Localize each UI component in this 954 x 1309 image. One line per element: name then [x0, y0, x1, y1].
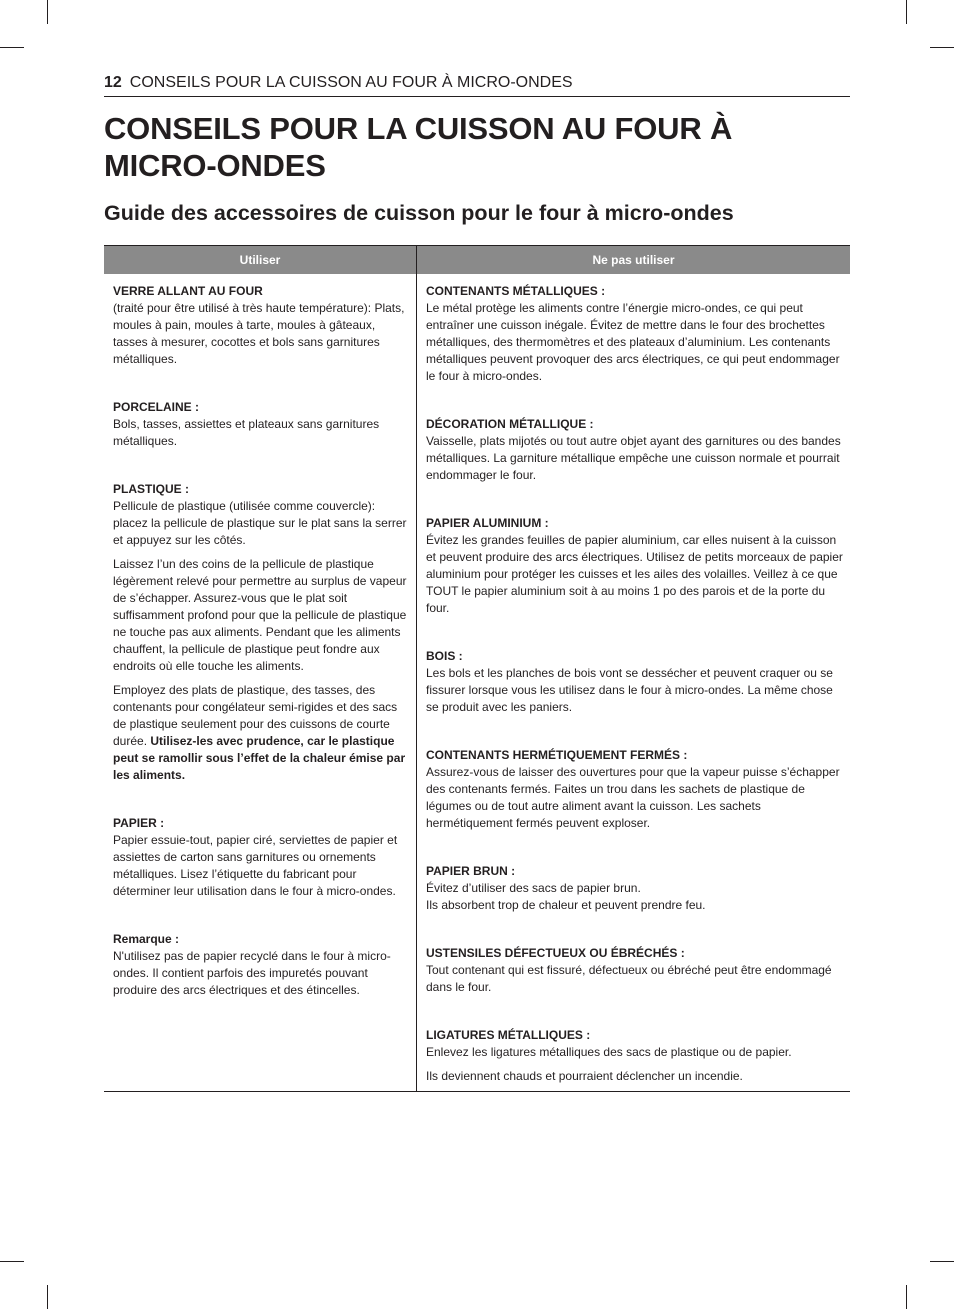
entry-text: Laissez l’un des coins de la pellicule de plastique légèrement relevé pour permettre au surplus de vapeur de s’échapper. Assurez-vous que le plat soit suffisamment profond pour que la pellicule de plastique ne touche pas aux aliments. Pendant que les aliments chauffent, la pellicule de plastique peut fondre aux endroits où elle touche les aliments. [113, 557, 407, 673]
crop-mark [47, 0, 48, 24]
entry-paper [113, 815, 408, 900]
column-header-use: Utiliser [104, 246, 417, 275]
cookware-guide-table [104, 245, 850, 1092]
entry-heading: CONTENANTS MÉTALLIQUES : [426, 284, 606, 298]
entry-text: Ils deviennent chauds et pourraient déclencher un incendie. [426, 1069, 743, 1083]
entry-metal-containers [426, 283, 844, 385]
entry-heading: USTENSILES DÉFECTUEUX OU ÉBRÉCHÉS : [426, 946, 685, 960]
entry-plastic [113, 481, 408, 784]
entry-brown-paper [426, 863, 844, 914]
running-header [104, 72, 850, 97]
entry-text: N'utilisez pas de papier recyclé dans le four à micro-ondes. Il contient parfois des impuretés pouvant produire des arcs électriques et des étincelles. [113, 949, 391, 997]
page-number: 12 [104, 74, 122, 91]
entry-porcelain [113, 399, 408, 450]
entry-text: Les bols et les planches de bois vont se dessécher et peuvent craquer ou se fissurer lorsque vous les utilisez dans le four à micro-ondes. La même chose se produit avec les paniers. [426, 666, 833, 714]
page-title: CONSEILS POUR LA CUISSON AU FOUR À MICRO-ONDES [104, 111, 733, 183]
entry-oven-glass [113, 283, 408, 368]
entry-heading: PAPIER ALUMINIUM : [426, 516, 549, 530]
entry-metal-decoration [426, 416, 844, 484]
crop-mark [47, 1285, 48, 1309]
entry-heading: LIGATURES MÉTALLIQUES : [426, 1028, 591, 1042]
entry-heading: Remarque : [113, 932, 180, 946]
entry-metal-ties [426, 1027, 844, 1085]
crop-mark [930, 1261, 954, 1262]
running-title: CONSEILS POUR LA CUISSON AU FOUR À MICRO-ONDES [129, 74, 573, 91]
entry-text: Tout contenant qui est fissuré, défectueux ou ébréché peut être endommagé dans le four. [426, 963, 832, 994]
crop-mark [0, 47, 24, 48]
entry-text: Papier essuie-tout, papier ciré, serviettes de papier et assiettes de carton sans garnitures ou ornements métalliques. Lisez l’étiquette du fabricant pour déterminer leur utilisation dans le four à micro-ondes. [113, 833, 398, 898]
dont-use-column [417, 274, 851, 1092]
entry-note [113, 931, 408, 999]
entry-wood [426, 648, 844, 716]
column-header-dont-use: Ne pas utiliser [417, 246, 851, 275]
crop-mark [906, 1285, 907, 1309]
entry-heading: PLASTIQUE : [113, 482, 190, 496]
crop-mark [0, 1261, 24, 1262]
entry-text [113, 682, 408, 784]
entry-heading: BOIS : [426, 649, 463, 663]
crop-mark [906, 0, 907, 24]
entry-heading: PORCELAINE : [113, 400, 200, 414]
entry-text: Bols, tasses, assiettes et plateaux sans garnitures métalliques. [113, 417, 380, 448]
crop-mark [930, 47, 954, 48]
entry-text: (traité pour être utilisé à très haute température): Plats, moules à pain, moules à tarte, moules à gâteaux, tasses à mesurer, cocottes et bols sans garnitures métalliques. [113, 301, 405, 366]
entry-heading: DÉCORATION MÉTALLIQUE : [426, 417, 594, 431]
entry-damaged-utensils [426, 945, 844, 996]
entry-sealed-containers [426, 747, 844, 832]
entry-text: Évitez les grandes feuilles de papier aluminium, car elles nuisent à la cuisson et peuvent produire des arcs électriques. Utilisez de petits morceaux de papier aluminium pour protéger les cuisses et les ailes des volailles. Veillez à ce que TOUT le papier aluminium soit à au moins 1 po des parois et de la porte du four. [426, 533, 843, 615]
entry-heading: PAPIER BRUN : [426, 864, 516, 878]
entry-text: Le métal protège les aliments contre l’énergie micro-ondes, ce qui peut entraîner une cuisson inégale. Évitez de mettre dans le four des brochettes métalliques, des thermomètres et des plateaux d’aluminium. Les contenants métalliques peuvent provoquer des arcs électriques, ce qui peut endommager le four à micro-ondes. [426, 301, 840, 383]
entry-heading: PAPIER : [113, 816, 165, 830]
use-column [104, 274, 417, 1092]
entry-text: Assurez-vous de laisser des ouvertures pour que la vapeur puisse s’échapper des contenants fermés. Faites un trou dans les sachets de plastique de légumes ou de tout autre aliment avant la cuisson. Les sachets hermétiquement fermés peuvent exploser. [426, 765, 840, 830]
entry-text: Enlevez les ligatures métalliques des sacs de plastique ou de papier. [426, 1045, 792, 1059]
entry-text: Ils absorbent trop de chaleur et peuvent prendre feu. [426, 898, 706, 912]
entry-text: Vaisselle, plats mijotés ou tout autre objet ayant des garnitures ou des bandes métalliques. La garniture métallique empêche une cuisson normale et pourrait endommager le four. [426, 434, 841, 482]
entry-text: Évitez d’utiliser des sacs de papier brun. [426, 881, 641, 895]
entry-warning: Utilisez-les avec prudence, car le plastique peut se ramollir sous l’effet de la chaleur émise par les aliments. [113, 734, 406, 782]
entry-text-part: Employez des plats de plastique, des tasses, des contenants pour congélateur semi-rigides et des sacs de plastique seulement pour des cuissons de courte durée. [113, 683, 398, 748]
section-subtitle: Guide des accessoires de cuisson pour le four à micro-ondes [104, 201, 734, 225]
entry-text: Pellicule de plastique (utilisée comme couvercle): placez la pellicule de plastique sur le plat sans la serrer et appuyez sur les côtés. [113, 499, 407, 547]
entry-heading: VERRE ALLANT AU FOUR [113, 284, 263, 298]
entry-aluminum-foil [426, 515, 844, 617]
entry-heading: CONTENANTS HERMÉTIQUEMENT FERMÉS : [426, 748, 688, 762]
